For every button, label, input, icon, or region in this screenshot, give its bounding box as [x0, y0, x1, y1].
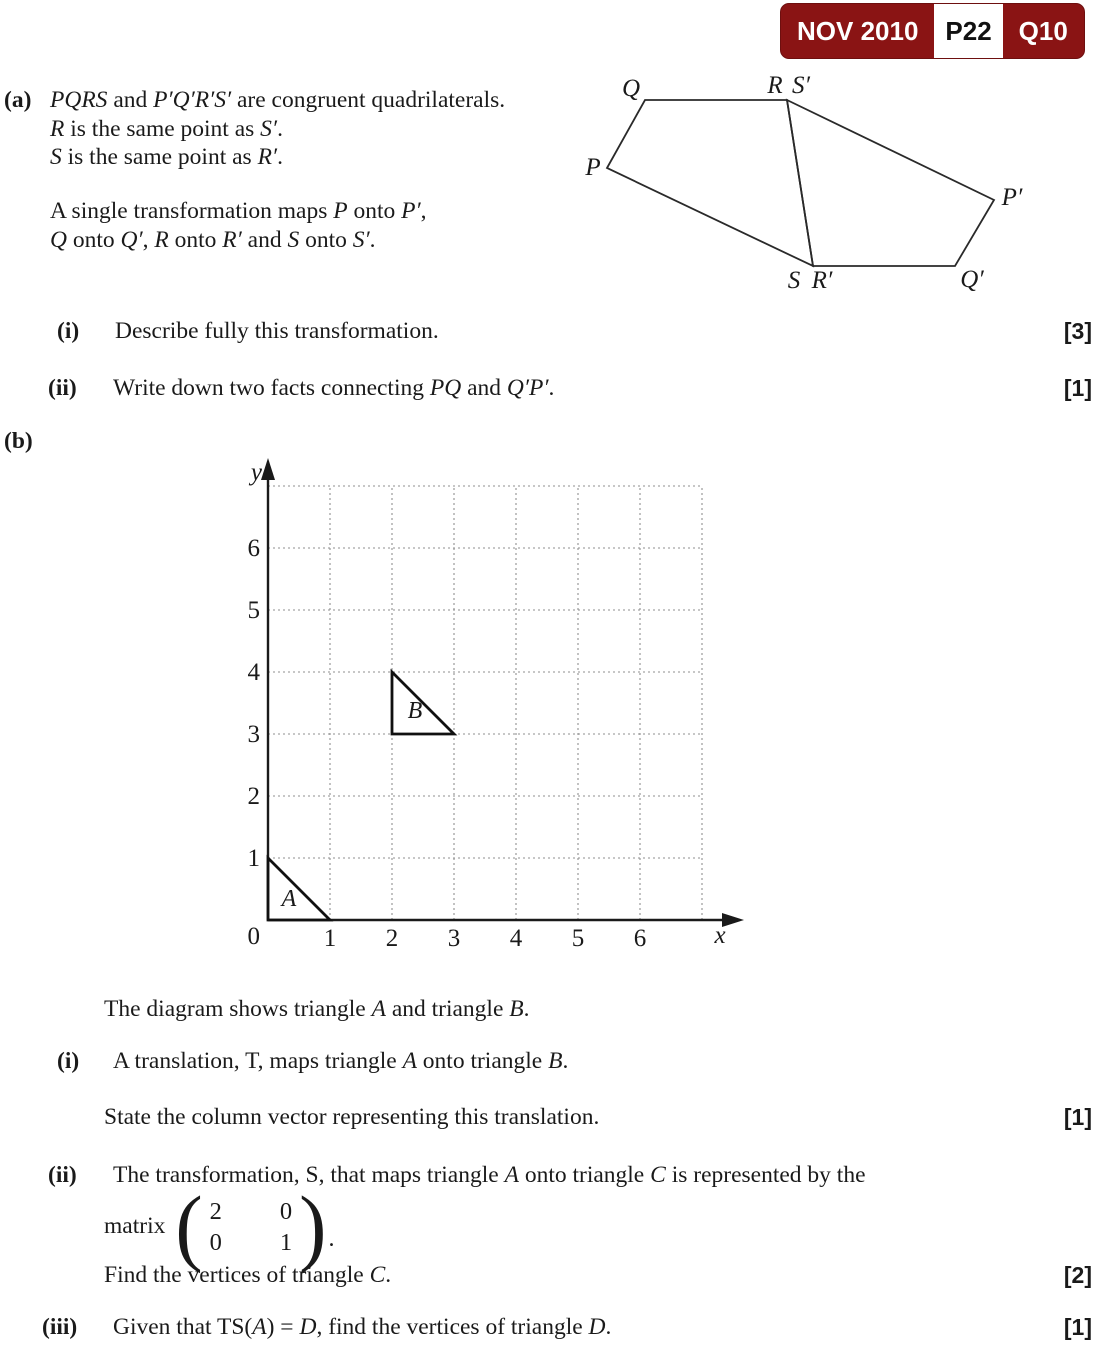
x-axis-label: x — [714, 922, 726, 949]
vertex-label-q: Q — [621, 75, 641, 102]
x-tick-5: 5 — [571, 925, 585, 952]
part-a-intro-line2: R is the same point as S′. — [50, 115, 283, 142]
part-a-intro — [50, 86, 505, 172]
matrix-word: matrix — [104, 1213, 166, 1240]
part-b-ii-row — [0, 1161, 1100, 1191]
part-b-i-line1: A translation, T, maps triangle A onto triangle B. — [113, 1048, 569, 1074]
quadrilateral-pqrs-prime — [787, 100, 994, 266]
x-tick-3: 3 — [447, 925, 461, 952]
triangle-a-label: A — [281, 886, 297, 912]
part-b-ii-marks: [2] — [1063, 1262, 1092, 1288]
part-b-i-row2 — [0, 1103, 1100, 1133]
part-b-ii-row2 — [0, 1261, 1100, 1291]
part-a-label: (a) — [4, 87, 32, 113]
vertex-label-s-prime: S′ — [792, 72, 810, 99]
part-a-i-text: Describe fully this transformation. — [115, 318, 439, 344]
vertex-label-q-prime: Q′ — [960, 266, 984, 293]
part-a-ii-marks: [1] — [1063, 375, 1092, 401]
part-a-transform-line2: Q onto Q′, R onto R′ and S onto S′. — [50, 226, 376, 253]
matrix-r2c2: 1 — [279, 1228, 293, 1256]
vertex-label-p-prime: P′ — [1001, 184, 1023, 211]
badge-question: Q10 — [1018, 15, 1068, 46]
y-axis-label: y — [250, 459, 262, 486]
badge-paper: P22 — [934, 4, 1002, 58]
matrix-expression — [104, 1179, 335, 1274]
quadrilateral-pqrs — [607, 100, 813, 266]
part-b-i-row — [0, 1047, 1100, 1077]
part-a-transform-line1: A single transformation maps P onto P′, — [50, 198, 427, 224]
y-tick-2: 2 — [247, 783, 260, 810]
part-a-i-row — [0, 317, 1100, 347]
part-b-iii-row — [0, 1313, 1100, 1343]
triangle-b-label: B — [407, 698, 423, 724]
vertex-label-s: S — [787, 267, 801, 294]
matrix-entries — [203, 1196, 300, 1258]
coordinate-grid — [228, 438, 768, 968]
part-a-ii-text: Write down two facts connecting PQ and Q′P′. — [113, 375, 555, 401]
vertex-label-r-prime: R′ — [811, 267, 833, 294]
x-tick-2: 2 — [385, 925, 399, 952]
part-b-i-marks: [1] — [1063, 1104, 1092, 1130]
quadrilaterals-figure — [558, 58, 1100, 303]
badge-session: NOV 2010 — [797, 15, 919, 46]
question-badge — [780, 3, 1085, 59]
part-b-ii-line2: Find the vertices of triangle C. — [104, 1262, 392, 1288]
part-b-iii-marks: [1] — [1063, 1314, 1092, 1340]
part-a-intro-line1: PQRS and P′Q′R′S′ are congruent quadrilaterals. — [50, 87, 506, 113]
part-b-caption: The diagram shows triangle A and triangle B. — [104, 996, 530, 1022]
matrix-close-paren: ) — [299, 1179, 327, 1274]
x-tick-1: 1 — [323, 925, 337, 952]
y-tick-5: 5 — [247, 597, 260, 624]
triangle-a — [268, 858, 330, 920]
part-b-i-label: (i) — [57, 1048, 80, 1074]
y-tick-6: 6 — [247, 535, 260, 562]
y-tick-3: 3 — [247, 721, 260, 748]
part-a-ii-row — [0, 374, 1100, 404]
matrix-open-paren: ( — [175, 1179, 203, 1274]
matrix-r2c1: 0 — [209, 1228, 222, 1256]
matrix-period: . — [328, 1226, 335, 1253]
x-tick-6: 6 — [633, 925, 647, 952]
part-b-ii-line1: The transformation, S, that maps triangle A onto triangle C is represented by the — [113, 1162, 866, 1188]
vertex-label-p: P — [585, 154, 601, 181]
origin-tick-label: 0 — [247, 923, 260, 950]
part-b-i-line2: State the column vector representing this translation. — [104, 1104, 600, 1130]
x-tick-4: 4 — [509, 925, 523, 952]
triangle-b — [392, 672, 454, 734]
part-a-intro-line3: S is the same point as R′. — [50, 144, 283, 170]
part-a-i-label: (i) — [57, 318, 80, 344]
y-tick-1: 1 — [247, 845, 260, 872]
part-a-transformation-text — [50, 197, 427, 254]
part-b-ii-label: (ii) — [48, 1162, 77, 1188]
y-tick-4: 4 — [247, 659, 260, 686]
gridlines — [268, 486, 702, 920]
matrix-r1c1: 2 — [209, 1197, 222, 1225]
part-b-iii-text: Given that TS(A) = D, find the vertices of triangle D. — [113, 1314, 612, 1340]
part-a-i-marks: [3] — [1063, 318, 1092, 344]
y-axis-arrow-icon — [261, 458, 275, 480]
part-b-iii-label: (iii) — [42, 1314, 78, 1340]
vertex-label-r: R — [767, 72, 783, 99]
matrix-r1c2: 0 — [279, 1197, 293, 1225]
part-a-ii-label: (ii) — [48, 375, 77, 401]
part-b-label: (b) — [4, 428, 33, 454]
